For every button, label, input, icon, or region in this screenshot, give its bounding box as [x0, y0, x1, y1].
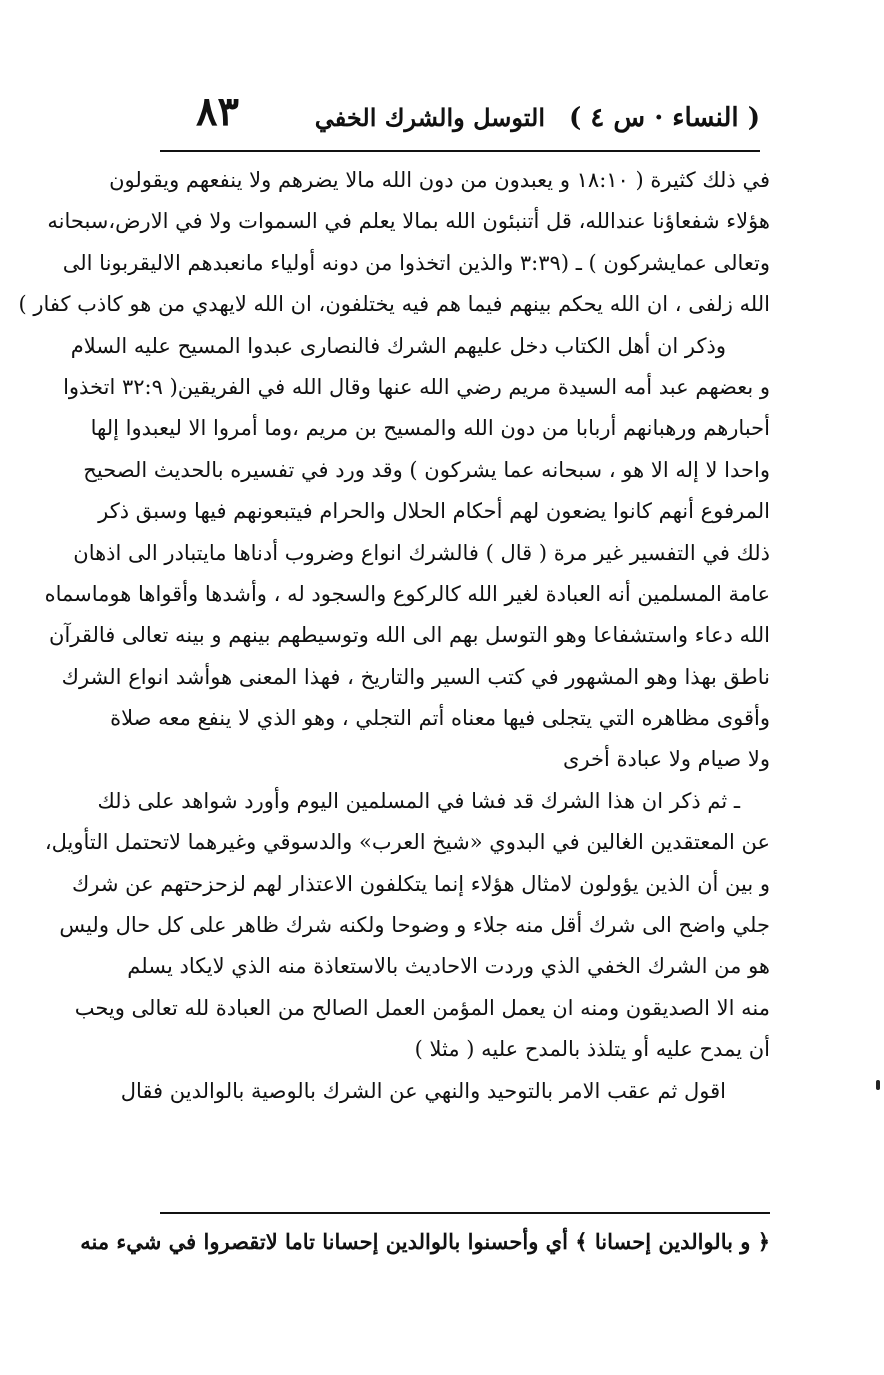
text-line: اقول ثم عقب الامر بالتوحيد والنهي عن الشرك بالوصية بالوالدين فقال — [120, 1078, 726, 1103]
text-line: و بين أن الذين يؤولون لامثال هؤلاء إنما يتكلفون الاعتذار لهم لزحزحتهم عن شرك — [71, 871, 770, 896]
header-divider — [160, 150, 760, 152]
text-line: ناطق بهذا وهو المشهور في كتب السير والتاريخ ، فهذا المعنى هوأشد انواع الشرك — [61, 664, 770, 689]
text-line: في ذلك كثيرة ( ١٨:١٠ و يعبدون من دون الله مالا يضرهم ولا ينفعهم ويقولون — [109, 168, 770, 192]
text-line: و بعضهم عبد أمه السيدة مريم رضي الله عنها وقال الله في الفريقين( ٣٢:٩ اتخذوا — [63, 374, 770, 399]
text-line: جلي واضح الى شرك أقل منه جلاء و وضوحا ولكنه شرك ظاهر على كل حال وليس — [59, 913, 770, 938]
text-line: وذكر ان أهل الكتاب دخل عليهم الشرك فالنصارى عبدوا المسيح عليه السلام — [70, 333, 726, 358]
text-line: ولا صيام ولا عبادة أخرى — [563, 747, 770, 772]
surah-reference: ( النساء · س ٤ ) — [569, 103, 760, 133]
text-line: هؤلاء شفعاؤنا عندالله، قل أتنبئون الله بمالا يعلم في السموات ولا في الارض،سبحانه — [47, 209, 770, 234]
running-title: التوسل والشرك الخفي — [314, 103, 545, 132]
margin-mark — [876, 1080, 880, 1090]
text-line: الله زلفى ، ان الله يحكم بينهم فيما هم فيه يختلفون، ان الله لايهدي من هو كاذب كفار ) — [18, 292, 770, 317]
text-line: الله دعاء واستشفاعا وهو التوسل بهم الى الله وتوسيطهم بينهم و بينه تعالى فالقرآن — [49, 623, 770, 648]
text-line: عامة المسلمين أنه العبادة لغير الله كالركوع والسجود له ، وأشدها وأقواها هوماسماه — [44, 581, 770, 606]
text-line: منه الا الصديقون ومنه ان يعمل المؤمن العمل الصالح من العبادة لله تعالى ويحب — [74, 995, 770, 1020]
text-line: ـ ثم ذكر ان هذا الشرك قد فشا في المسلمين اليوم وأورد شواهد على ذلك — [97, 788, 740, 813]
body-text — [18, 160, 770, 1112]
page-number: ٨٣ — [196, 88, 239, 135]
footnote-divider — [160, 1212, 770, 1214]
text-line: أحبارهم ورهبانهم أربابا من دون الله والمسيح بن مريم ،وما أمروا الا ليعبدوا إلها — [90, 416, 770, 441]
text-line: ذلك في التفسير غير مرة ( قال ) فالشرك انواع وضروب أدناها مايتبادر الى اذهان — [73, 540, 770, 565]
text-line: وتعالى عمايشركون ) ـ (٣:٣٩ والذين اتخذوا من دونه أولياء مانعبدهم الاليقربونا الى — [62, 250, 770, 275]
text-line: عن المعتقدين الغالين في البدوي «شيخ العرب» والدسوقي وغيرهما لاتحتمل التأويل، — [44, 830, 770, 855]
footnote: ﴿ و بالوالدين إحسانا ﴾ أي وأحسنوا بالوالدين إحسانا تاما لاتقصروا في شيء منه — [80, 1229, 770, 1254]
text-line: أن يمدح عليه أو يتلذذ بالمدح عليه ( مثلا ) — [414, 1037, 770, 1062]
text-line: وأقوى مظاهره التي يتجلى فيها معناه أتم التجلي ، وهو الذي لا ينفع معه صلاة — [110, 706, 770, 731]
page-header — [160, 88, 760, 144]
text-line: هو من الشرك الخفي الذي وردت الاحاديث بالاستعاذة منه الذي لايكاد يسلم — [127, 954, 770, 979]
text-line: المرفوع أنهم كانوا يضعون لهم أحكام الحلال والحرام فيتبعونهم فيها وسبق ذكر — [98, 499, 770, 524]
text-line: واحدا لا إله الا هو ، سبحانه عما يشركون ) وقد ورد في تفسيره بالحديث الصحيح — [83, 457, 770, 482]
